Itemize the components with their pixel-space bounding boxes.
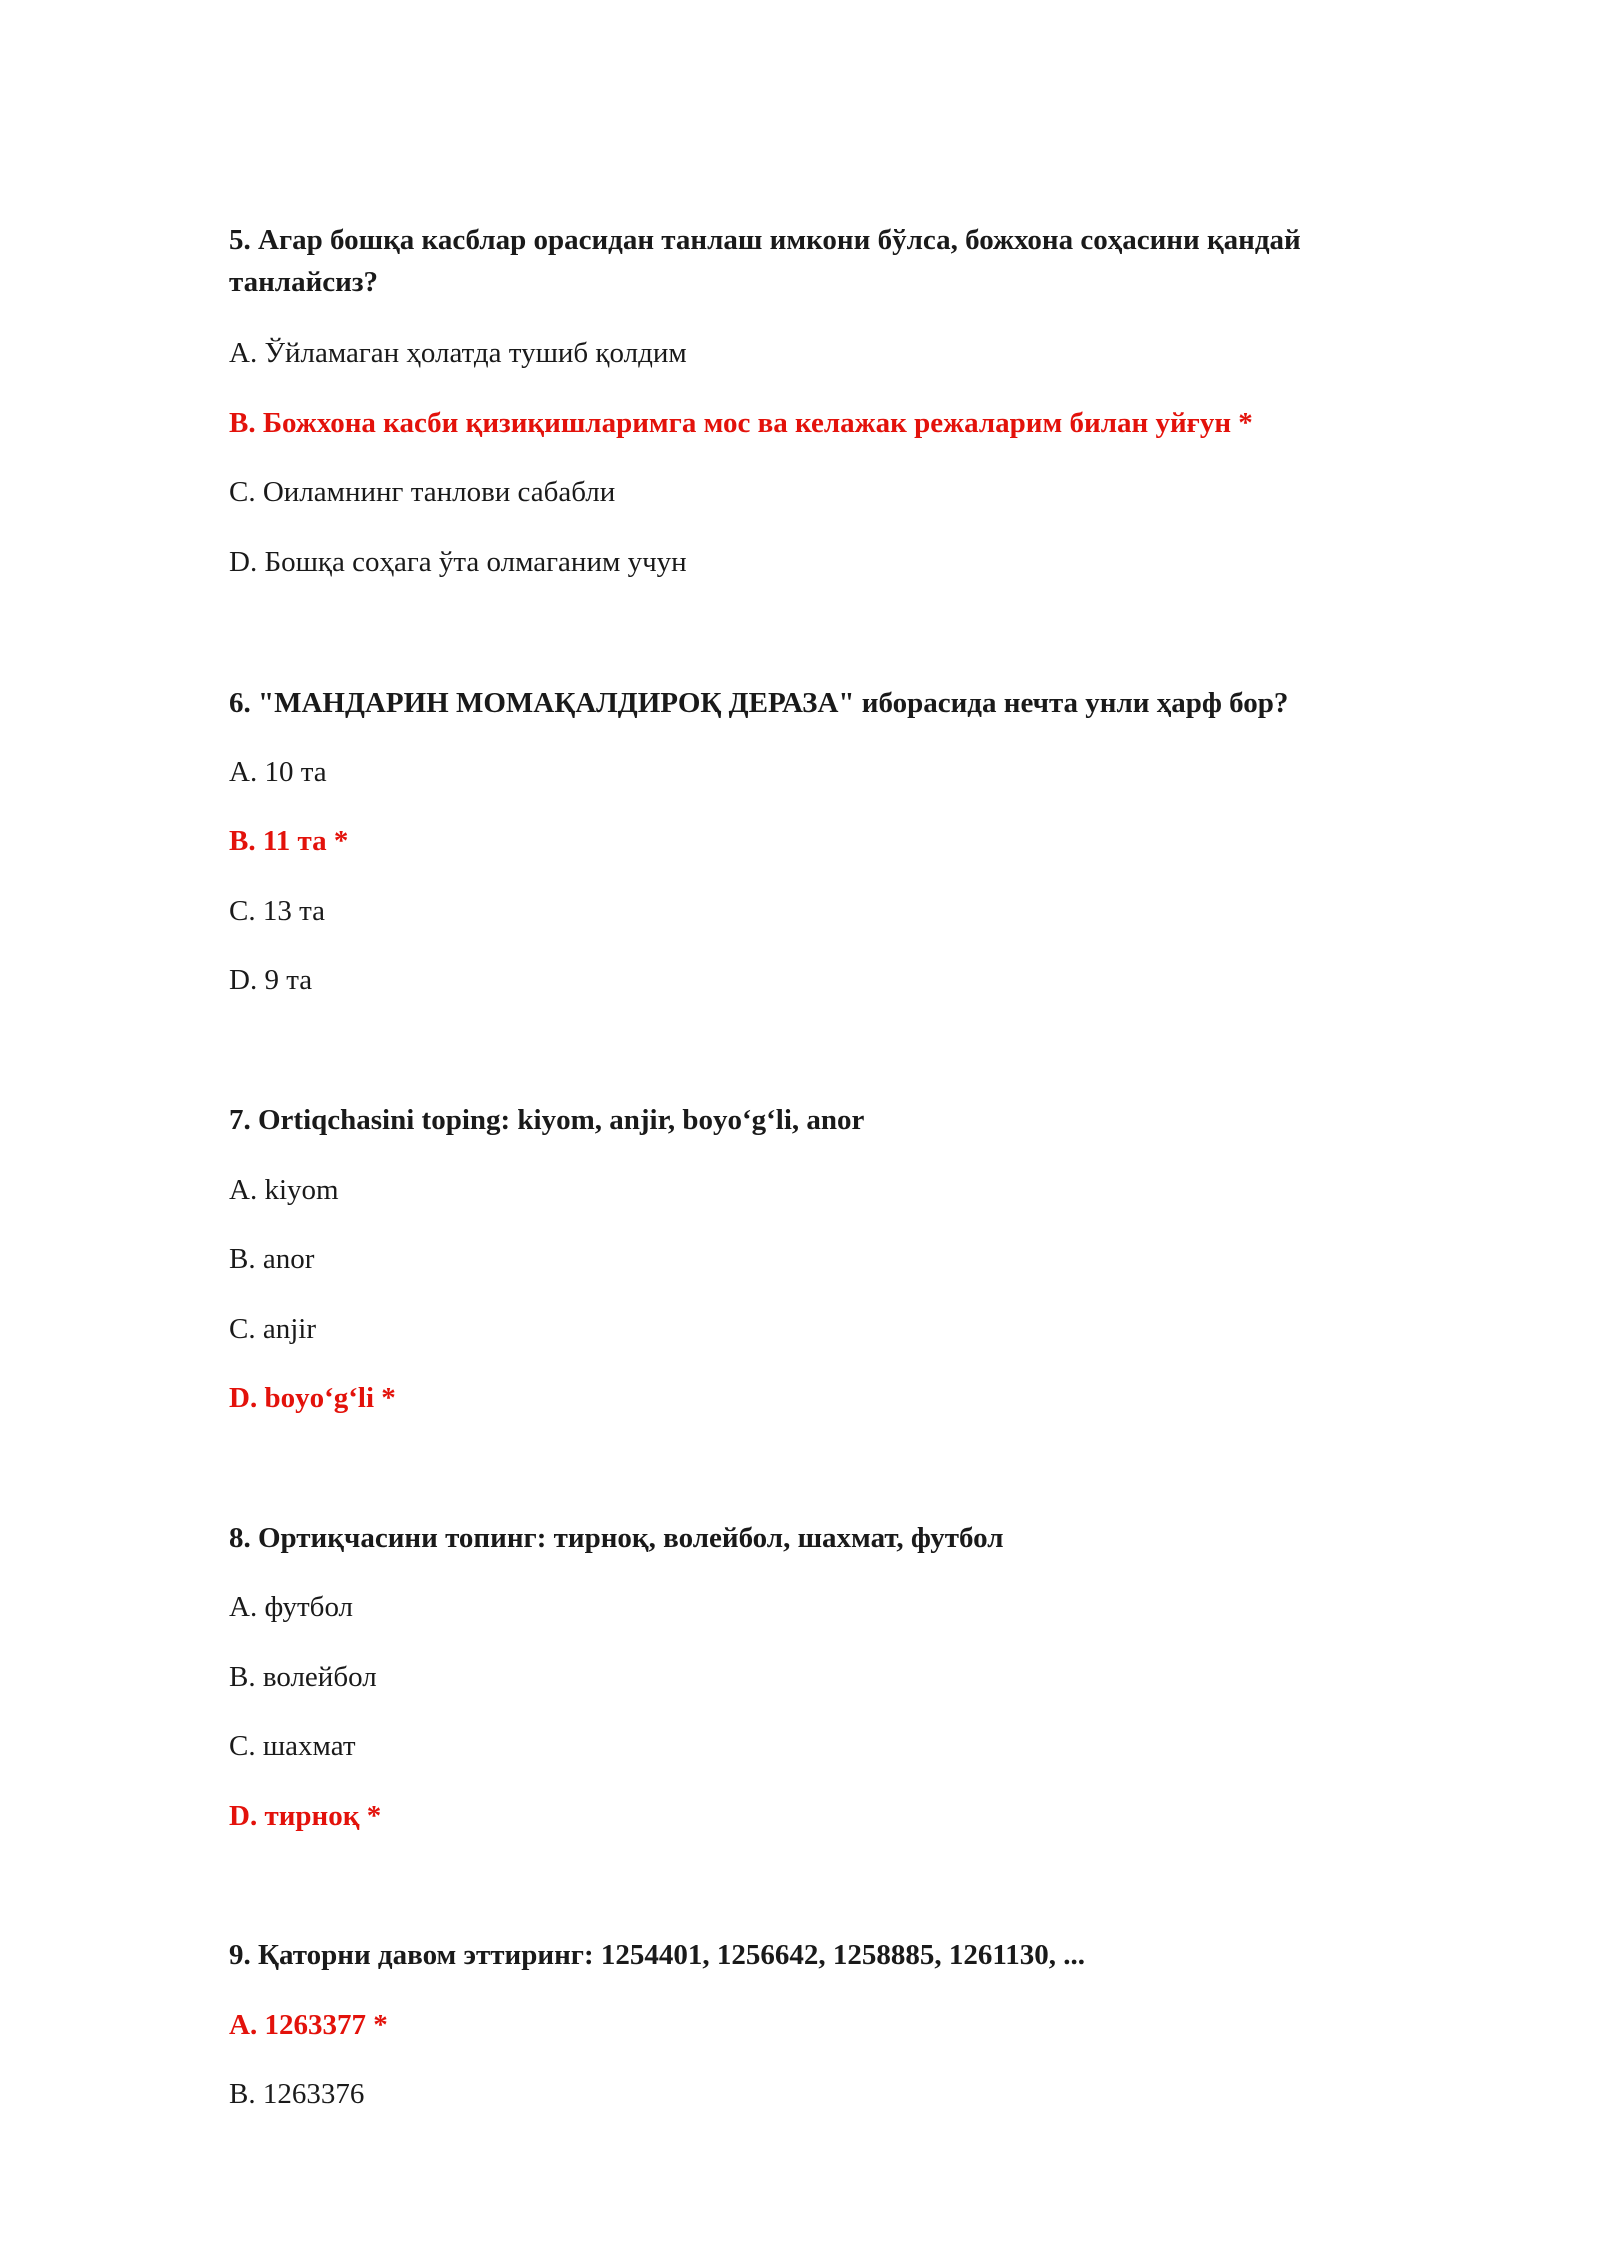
question-5 (229, 219, 1429, 578)
question-6-option-d: D. 9 та (229, 964, 313, 996)
question-8-option-a: A. футбол (229, 1591, 354, 1623)
question-5-option-c: C. Оиламнинг танлови сабабли (229, 476, 616, 508)
question-9-option-b: B. 1263376 (229, 2078, 365, 2110)
question-6-option-c: C. 13 та (229, 895, 325, 927)
question-7-option-a: A. kiyom (229, 1174, 339, 1206)
question-9-text: 9. Қаторни давом эттиринг: 1254401, 1256642, 1258885, 1261130, ... (229, 1939, 1086, 1971)
question-5-text: 5. Агар бошқа касблар орасидан танлаш имкони бўлса, божхона соҳасини қандай танлайсиз? (229, 224, 1301, 298)
question-8-text: 8. Ортиқчасини топинг: тирноқ, волейбол, шахмат, футбол (229, 1522, 1004, 1554)
question-7-option-c: C. anjir (229, 1313, 316, 1345)
question-5-option-b: B. Божхона касби қизиқишларимга мос ва келажак режаларим билан уйғун * (229, 407, 1253, 439)
question-6-option-b: B. 11 та * (229, 825, 349, 857)
question-7 (229, 1099, 1429, 1414)
question-8 (229, 1517, 1429, 1832)
question-5-option-a: A. Ўйламаган ҳолатда тушиб қолдим (229, 337, 687, 369)
question-8-option-c: C. шахмат (229, 1730, 356, 1762)
question-6-option-a: A. 10 та (229, 756, 327, 788)
question-7-option-d: D. boyo‘g‘li * (229, 1382, 396, 1414)
question-9 (229, 1934, 1429, 2110)
question-8-option-b: B. волейбол (229, 1661, 377, 1693)
question-6 (229, 682, 1429, 996)
question-6-text: 6. "МАНДАРИН МОМАҚАЛДИРОҚ ДЕРАЗА" иборасида нечта унли ҳарф бор? (229, 687, 1289, 719)
question-7-text: 7. Ortiqchasini toping: kiyom, anjir, boyo‘g‘li, anor (229, 1104, 865, 1136)
question-9-option-a: A. 1263377 * (229, 2009, 388, 2041)
question-7-option-b: B. anor (229, 1243, 315, 1275)
question-5-option-d: D. Бошқа соҳага ўта олмаганим учун (229, 546, 687, 578)
question-8-option-d: D. тирноқ * (229, 1800, 382, 1832)
